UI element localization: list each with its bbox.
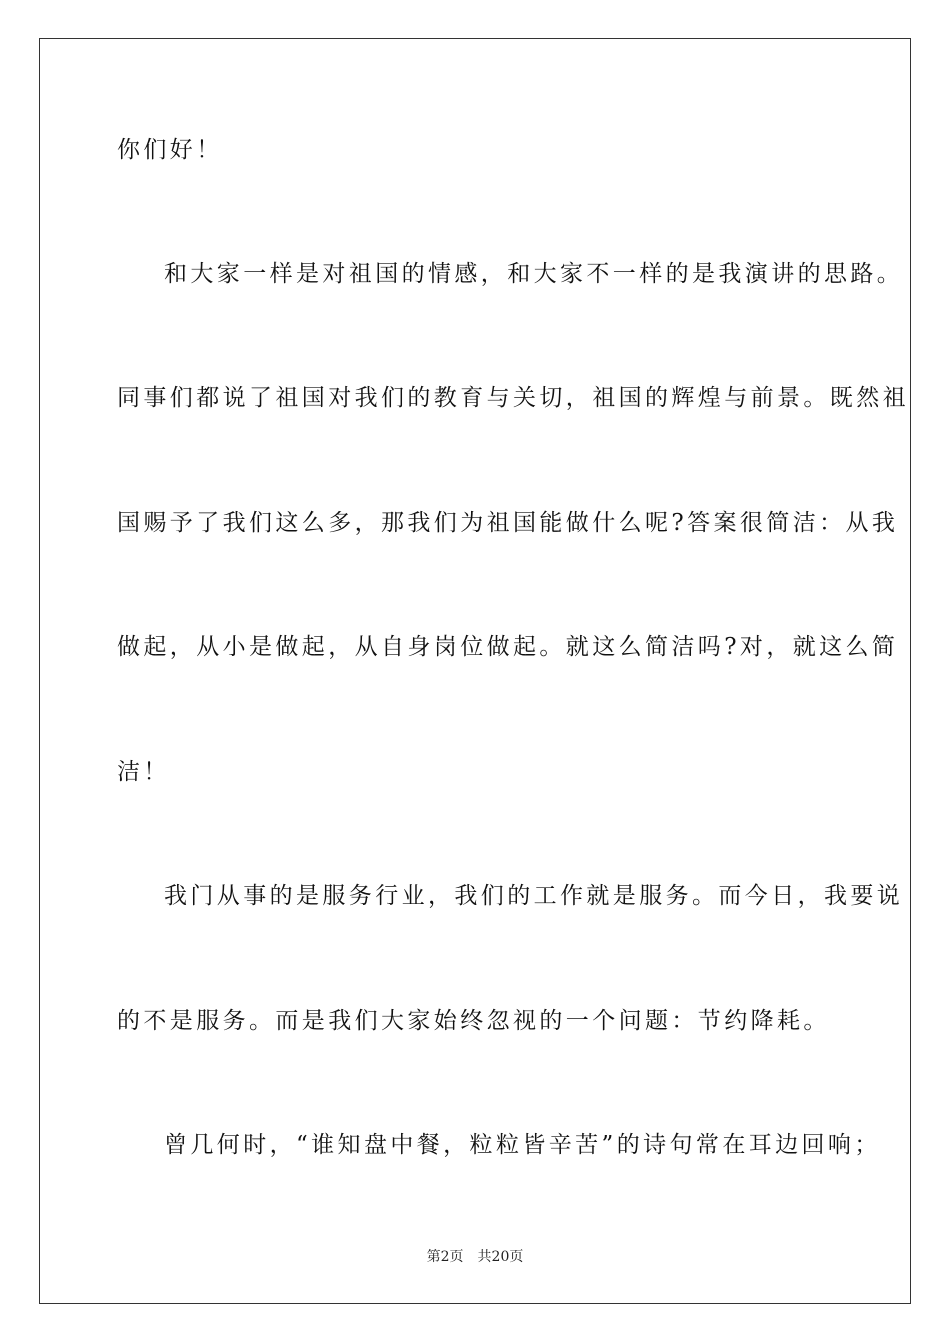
text-line: 洁！: [117, 759, 170, 785]
text-line: 做起，从小是做起，从自身岗位做起。就这么简洁吗?对，就这么简: [117, 634, 899, 660]
page-number: 第2页: [426, 1249, 464, 1265]
text-line: 和大家一样是对祖国的情感，和大家不一样的是我演讲的思路。: [164, 261, 904, 287]
page-footer: [0, 1247, 950, 1267]
text-line: 国赐予了我们这么多，那我们为祖国能做什么呢?答案很简洁：从我: [117, 510, 899, 536]
text-line: 你们好！: [117, 137, 223, 163]
text-line: 曾几何时，“谁知盘中餐，粒粒皆辛苦”的诗句常在耳边回响；: [164, 1132, 881, 1158]
text-line: 我门从事的是服务行业，我们的工作就是服务。而今日，我要说: [164, 883, 904, 909]
page-total: 共20页: [477, 1249, 524, 1265]
text-line: 的不是服务。而是我们大家始终忽视的一个问题：节约降耗。: [117, 1008, 830, 1034]
text-line: 同事们都说了祖国对我们的教育与关切，祖国的辉煌与前景。既然祖: [117, 385, 909, 411]
page-frame: [39, 38, 911, 1304]
